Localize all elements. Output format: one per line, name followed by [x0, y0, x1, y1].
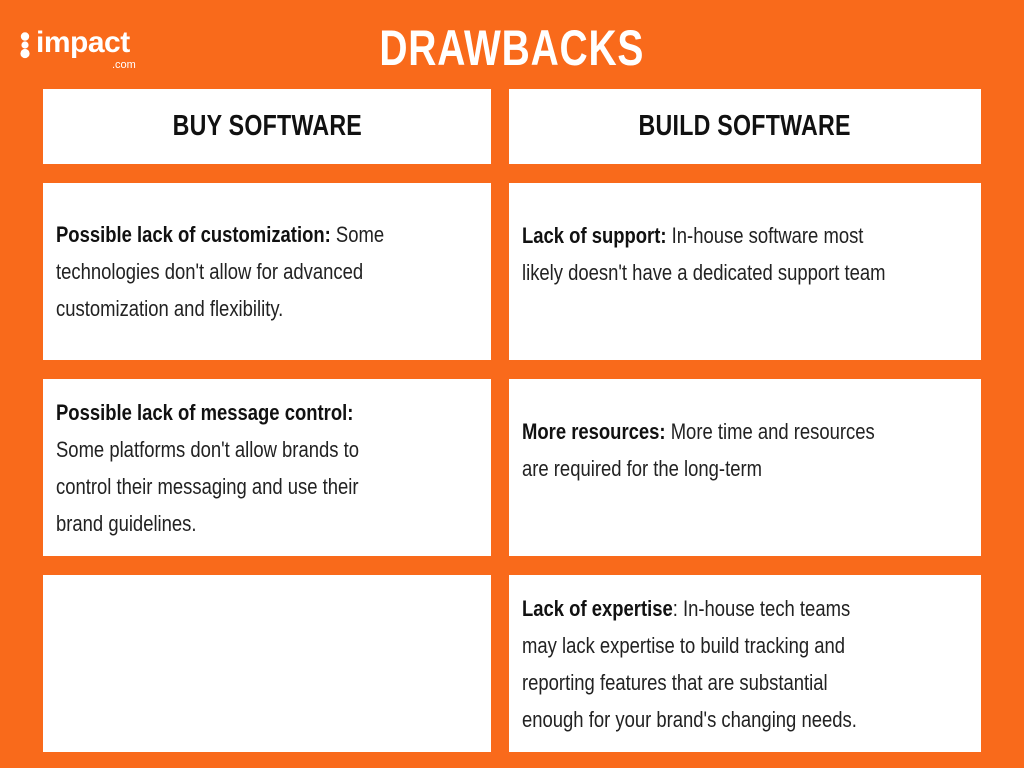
- build-cell-2-label: More resources:: [522, 418, 666, 444]
- header-buy-software: [43, 89, 491, 164]
- buy-cell-1-label: Possible lack of customization:: [56, 222, 331, 247]
- header-buy-label: BUY SOFTWARE: [172, 110, 362, 142]
- page-title: DRAWBACKS: [379, 20, 645, 76]
- impact-logo-icon: [18, 32, 32, 60]
- build-cell-3-text: [522, 590, 889, 738]
- build-cell-1: [509, 183, 981, 360]
- logo-domain-suffix: .com: [112, 59, 136, 71]
- buy-cell-1-text: [56, 216, 403, 327]
- build-cell-3-body: : In-house tech teams may lack expertise to build tracking and reporting features that are substantial enough for your brand's changing needs.: [522, 595, 857, 732]
- build-cell-1-text: [522, 217, 889, 291]
- buy-cell-2-text: [56, 394, 403, 542]
- buy-cell-1-body: Some technologies don't allow for advanced customization and flexibility.: [56, 222, 385, 321]
- build-cell-1-label: Lack of support:: [522, 222, 667, 248]
- logo-wordmark: impact: [36, 26, 130, 59]
- buy-cell-2: [43, 379, 491, 556]
- buy-cell-2-label: Possible lack of message control:: [56, 399, 354, 425]
- header-build-software: [509, 89, 981, 164]
- build-cell-3: [509, 575, 981, 752]
- build-cell-2-text: [522, 413, 889, 487]
- build-cell-2-body: More time and resources are required for the long-term: [522, 418, 875, 481]
- build-cell-1-body: In-house software most likely doesn't have a dedicated support team: [522, 222, 886, 285]
- build-cell-2: [509, 379, 981, 556]
- buy-cell-3: [43, 575, 491, 752]
- header-build-label: BUILD SOFTWARE: [638, 110, 852, 142]
- build-cell-3-label: Lack of expertise: [522, 595, 673, 621]
- buy-cell-1: [43, 183, 491, 360]
- buy-cell-2-body: Some platforms don't allow brands to control their messaging and use their brand guidelines.: [56, 436, 359, 536]
